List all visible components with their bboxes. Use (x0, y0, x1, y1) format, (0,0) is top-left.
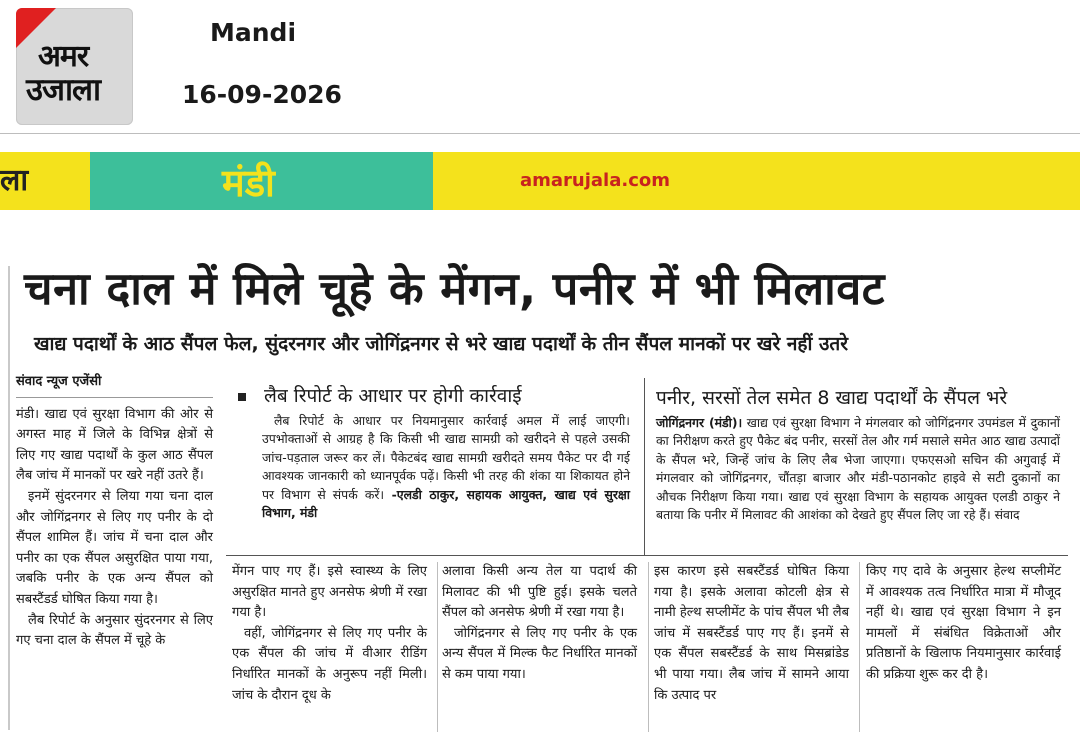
box1-body (262, 412, 630, 522)
paragraph: इस कारण इसे सबस्टैंडर्ड घोषित किया गया है। इसके अलावा कोटली क्षेत्र से नामी हेल्थ सप्लीमेंट के पांच सैंपल भी लैब जांच में सबस्टैंडर्ड पाए गए हैं। इनमें से एक सैंपल सबस्टैंडर्ड के साथ मिसब्रांडेड भी पाया गया। लैब जांच में सामने आया कि उत्पाद पर (654, 564, 849, 703)
box2-paragraph (656, 414, 1060, 524)
logo-line-2: उजाला (26, 72, 101, 108)
paragraph: वहीं, जोगिंद्रनगर से लिए गए पनीर के एक सैंपल की जांच में वीआर रीडिंग निर्धारित मानकों के अनुरूप नहीं मिली। जांच के दौरान दूध के (232, 625, 427, 703)
box-bottom-rule (226, 555, 1068, 556)
paragraph: जोगिंद्रनगर से लिए गए पनीर के एक अन्य सैंपल में मिल्क फैट निर्धारित मानकों से कम पाया गया। (442, 625, 637, 682)
box1-paragraph (262, 412, 630, 522)
bullet-square-icon (238, 393, 246, 401)
header-divider (0, 133, 1080, 134)
website-label: amarujala.com (520, 170, 671, 191)
paragraph: किए गए दावे के अनुसार हेल्थ सप्लीमेंट में आवश्यक तत्व निर्धारित मात्रा में मौजूद नहीं थे। खाद्य एवं सुरक्षा विभाग ने इन मामलों में संबंधित विक्रेताओं और प्रतिष्ठानों के खिलाफ नियमानुसार कार्रवाई की प्रक्रिया शुरू कर दी है। (866, 564, 1061, 682)
box2-dateline: जोगिंद्रनगर (मंडी)। (656, 415, 743, 430)
paragraph: अलावा किसी अन्य तेल या पदार्थ की मिलावट की भी पुष्टि हुई। इसके चलते सैंपल को अनसेफ श्रेणी में रखा गया है। (442, 564, 637, 621)
box2-body (656, 414, 1060, 524)
edition-date: 16-09-2026 (182, 80, 342, 109)
article-column-5 (866, 562, 1061, 686)
agency-byline: संवाद न्यूज एजेंसी (16, 372, 213, 398)
article-column-2 (232, 562, 427, 706)
paragraph: मंडी। खाद्य एवं सुरक्षा विभाग की ओर से अगस्त माह में जिले के विभिन्न क्षेत्रों से लिए गए खाद्य पदार्थों के कुल आठ सैंपल लैब जांच में मानकों पर खरे नहीं उतरे हैं। (16, 406, 213, 484)
page-fold-line (8, 266, 10, 730)
article-column-3 (442, 562, 637, 686)
edition-city: Mandi (210, 18, 297, 47)
article-column-4 (654, 562, 849, 706)
column-rule (648, 562, 649, 732)
box2-heading: पनीर, सरसों तेल समेत 8 खाद्य पदार्थों के सैंपल भरे (656, 387, 1008, 409)
strip-left-fragment: ला (0, 163, 29, 198)
section-label-box (90, 152, 433, 210)
logo-line-1: अमर (38, 39, 89, 74)
article-headline: चना दाल में मिले चूहे के मेंगन, पनीर में भी मिलावट (24, 262, 885, 315)
newspaper-logo (16, 8, 133, 125)
box1-heading (238, 382, 522, 408)
box1-signature: -एलडी ठाकुर, सहायक आयुक्त, खाद्य एवं सुरक्षा विभाग, मंडी (262, 486, 630, 521)
section-name: मंडी (222, 161, 275, 205)
box-divider (644, 378, 645, 555)
column-rule (437, 562, 438, 732)
box2-text: खाद्य एवं सुरक्षा विभाग ने मंगलवार को जोगिंद्रनगर उपमंडल में दुकानों का निरीक्षण करते हुए पैकेट बंद पनीर, सरसों तेल और गर्म मसाले समेत आठ खाद्य उत्पादों के सैंपल भरे, जिन्हें जांच के लिए लैब भेजा जाएगा। एफएसओ सचिन की अगुवाई में मंगलवार को जोगिंद्रनगर, चौंतड़ा बाजार और मंडी-पठानकोट हाइवे से सटी दुकानों का औचक निरीक्षण किया गया। खाद्य एवं सुरक्षा विभाग के सहायक आयुक्त एलडी ठाकुर ने बताया कि पनीर में मिलावट की आशंका को देखते हुए सैंपल लिए जा रहे हैं। संवाद (656, 415, 1060, 523)
box1-heading-text: लैब रिपोर्ट के आधार पर होगी कार्रवाई (264, 385, 522, 407)
article-subheadline: खाद्य पदार्थों के आठ सैंपल फेल, सुंदरनगर और जोगिंद्रनगर से भरे खाद्य पदार्थों के तीन सैंपल मानकों पर खरे नहीं उतरे (34, 333, 849, 355)
column-rule (859, 562, 860, 732)
article-column-1 (16, 372, 213, 652)
section-strip (0, 152, 1080, 210)
paragraph: मेंगन पाए गए हैं। इसे स्वास्थ्य के लिए असुरक्षित मानते हुए अनसेफ श्रेणी में रखा गया है। (232, 564, 427, 621)
paragraph: इनमें सुंदरनगर से लिया गया चना दाल और जोगिंद्रनगर से लिए गए पनीर के दो सैंपल शामिल हैं। जांच में चना दाल और पनीर का एक सैंपल असुरक्षित पाया गया, जबकि पनीर के एक अन्य सैंपल को सबस्टैंडर्ड घोषित किया गया है। (16, 488, 213, 607)
box1-text: लैब रिपोर्ट के आधार पर नियमानुसार कार्रवाई अमल में लाई जाएगी। उपभोक्ताओं से आग्रह है कि किसी भी खाद्य सामग्री को खरीदने से पहले उसकी जांच-पड़ताल जरूर कर लें। पैकेटबंद खाद्य सामग्री खरीदते समय पैकेट पर दी गई आवश्यक जानकारी को ध्यानपूर्वक पढ़ें। किसी भी तरह की शंका या शिकायत होने पर विभाग से संपर्क करें। (262, 413, 630, 502)
paragraph: लैब रिपोर्ट के अनुसार सुंदरनगर से लिए गए चना दाल के सैंपल में चूहे के (16, 612, 213, 649)
